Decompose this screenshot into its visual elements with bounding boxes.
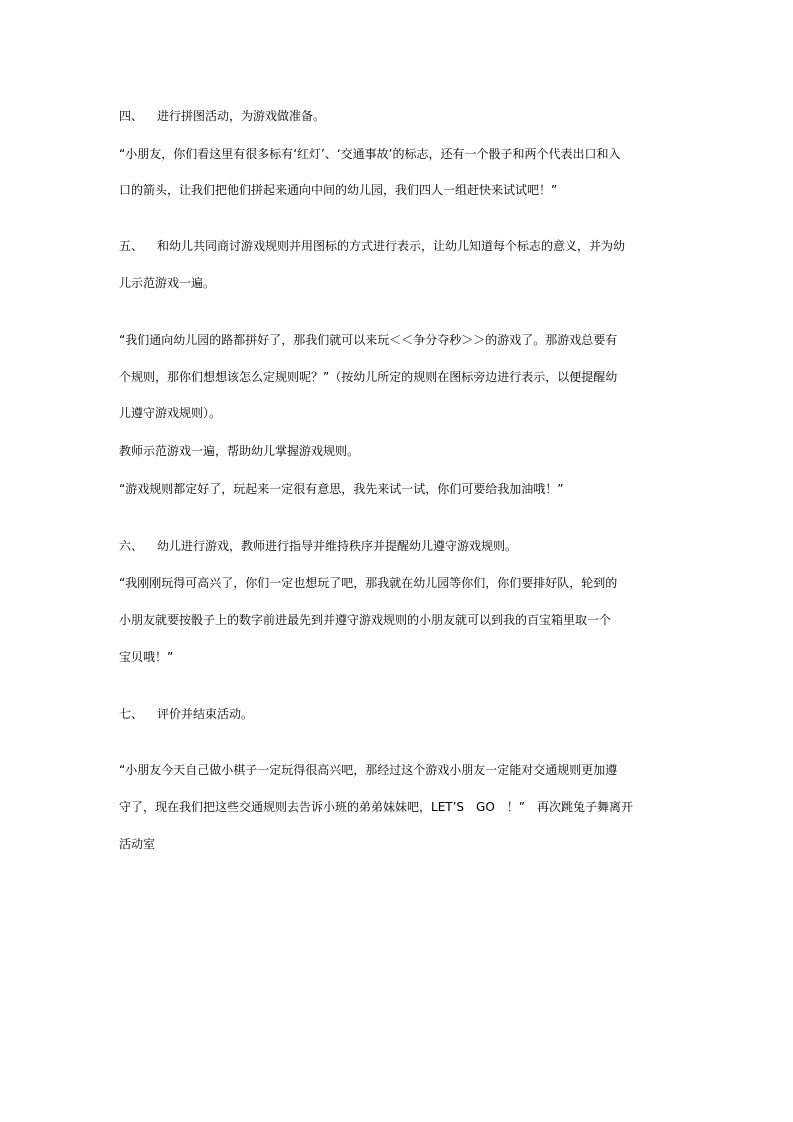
section-4-number: 四、 (119, 109, 144, 123)
section-7-heading (119, 706, 689, 722)
section-6-quote-line-3: 宝贝哦！” (119, 650, 174, 664)
section-6-number: 六、 (119, 539, 144, 553)
section-7-number: 七、 (119, 707, 144, 721)
section-7-quote-line-3: 活动室 (119, 837, 156, 851)
section-4-heading (119, 108, 689, 124)
section-7-quote-line-2: 守了，现在我们把这些交通规则去告诉小班的弟弟妹妹吧，LET’S GO ！” 再次跳兔子舞离开 (119, 800, 633, 814)
section-5-demo-text: 教师示范游戏一遍，帮助幼儿掌握游戏规则。 (119, 444, 360, 458)
section-5-number: 五、 (119, 239, 144, 253)
section-6-quote-line-2: 小朋友就要按骰子上的数字前进最先到并遵守游戏规则的小朋友就可以到我的百宝箱里取一个 (119, 613, 612, 627)
section-4-quote-line-2: 口的箭头，让我们把他们拼起来通向中间的幼儿园，我们四人一组赶快来试试吧！” (119, 183, 558, 197)
section-7-quote-line-1: “小朋友今天自己做小棋子一定玩得很高兴吧，那经过这个游戏小朋友一定能对交通规则更加遵 (119, 763, 618, 777)
section-4-title: 进行拼图活动，为游戏做准备。 (157, 109, 326, 123)
section-5-quote-line-2: 个规则，那你们想想该怎么定规则呢？”（按幼儿所定的规则在图标旁边进行表示，以便提醒幼 (119, 370, 618, 384)
section-6-quote-line-1: “我刚刚玩得可高兴了，你们一定也想玩了吧，那我就在幼儿园等你们，你们要排好队，轮到的 (119, 576, 618, 590)
section-5-title-line-1: 和幼儿共同商讨游戏规则并用图标的方式进行表示，让幼儿知道每个标志的意义，并为幼 (157, 239, 626, 253)
section-7-title: 评价并结束活动。 (157, 707, 254, 721)
section-6-title: 幼儿进行游戏，教师进行指导并维持秩序并提醒幼儿遵守游戏规则。 (157, 539, 518, 553)
section-5-quote-line-1: “我们通向幼儿园的路都拼好了，那我们就可以来玩＜＜争分夺秒＞＞的游戏了。那游戏总要有 (119, 333, 618, 347)
section-5-heading (119, 238, 689, 254)
section-5-title-line-2: 儿示范游戏一遍。 (119, 276, 216, 290)
section-5-demo-quote: “游戏规则都定好了，玩起来一定很有意思，我先来试一试，你们可要给我加油哦！” (119, 482, 564, 496)
section-6-heading (119, 538, 689, 554)
section-5-quote-line-3: 儿遵守游戏规则）。 (119, 406, 222, 420)
section-4-quote-line-1: “小朋友，你们看这里有很多标有‘红灯’、‘交通事故’的标志，还有一个骰子和两个代表出口和入 (119, 147, 621, 161)
